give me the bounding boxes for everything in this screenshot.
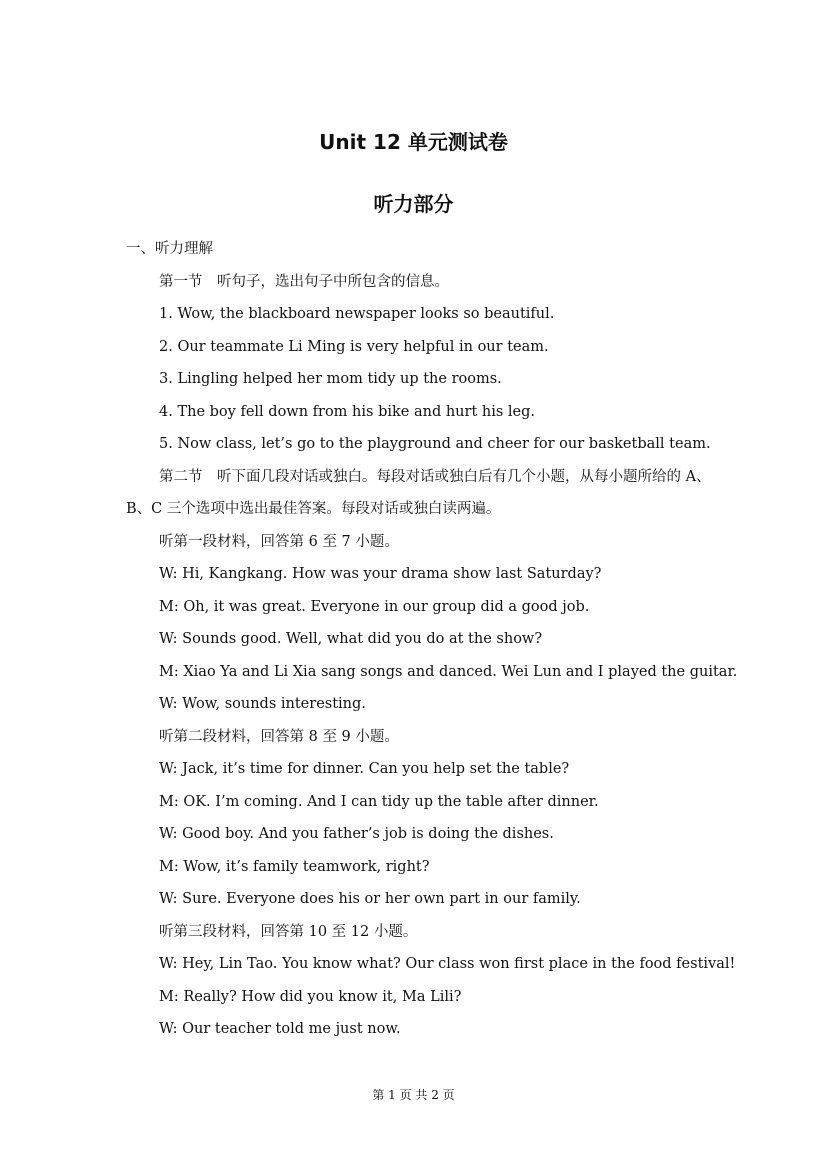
dialogue3-heading: 听第三段材料，回答第 10 至 12 小题。 [159, 923, 418, 940]
dialogue-line: W: Jack, it’s time for dinner. Can you help set the table? [159, 761, 570, 777]
part1-heading: 第一节 听句子，选出句子中所包含的信息。 [159, 273, 449, 290]
dialogue-line: W: Sounds good. Well, what did you do at the show? [159, 631, 543, 647]
dialogue-line: M: OK. I’m coming. And I can tidy up the table after dinner. [159, 793, 599, 810]
sentence-3: 3. Lingling helped her mom tidy up the rooms. [159, 371, 502, 387]
dialogue-line: W: Hi, Kangkang. How was your drama show last Saturday? [159, 566, 602, 582]
page-subtitle: 听力部分 [373, 192, 454, 216]
dialogue1-heading: 听第一段材料，回答第 6 至 7 小题。 [159, 533, 399, 550]
document-body [126, 233, 738, 1046]
sentence-5: 5. Now class, let’s go to the playground and cheer for our basketball team. [159, 436, 711, 452]
dialogue-line: W: Sure. Everyone does his or her own part in our family. [159, 891, 581, 907]
page-footer: 第 1 页 共 2 页 [372, 1088, 455, 1102]
dialogue2-heading: 听第二段材料，回答第 8 至 9 小题。 [159, 728, 399, 745]
dialogue-line: M: Xiao Ya and Li Xia sang songs and danced. Wei Lun and I played the guitar. [159, 663, 738, 680]
dialogue-line: M: Really? How did you know it, Ma Lili? [159, 988, 462, 1005]
dialogue-line: W: Our teacher told me just now. [159, 1021, 401, 1037]
dialogue-line: M: Wow, it’s family teamwork, right? [159, 858, 430, 875]
sentence-1: 1. Wow, the blackboard newspaper looks so beautiful. [159, 306, 555, 322]
page-title: Unit 12 单元测试卷 [319, 130, 508, 154]
dialogue-line: W: Good boy. And you father’s job is doing the dishes. [159, 826, 554, 842]
dialogue-line: W: Hey, Lin Tao. You know what? Our class won first place in the food festival! [159, 956, 736, 972]
section-heading: 一、听力理解 [126, 241, 213, 257]
dialogue-line: W: Wow, sounds interesting. [159, 696, 366, 712]
dialogue-line: M: Oh, it was great. Everyone in our group did a good job. [159, 598, 590, 615]
part2-heading: 第二节 听下面几段对话或独白。每段对话或独白后有几个小题，从每小题所给的 A、B、C 三个选项中选出最佳答案。每段对话或独白读两遍。 [126, 468, 711, 517]
sentence-2: 2. Our teammate Li Ming is very helpful in our team. [159, 338, 549, 355]
sentence-4: 4. The boy fell down from his bike and hurt his leg. [159, 403, 536, 420]
